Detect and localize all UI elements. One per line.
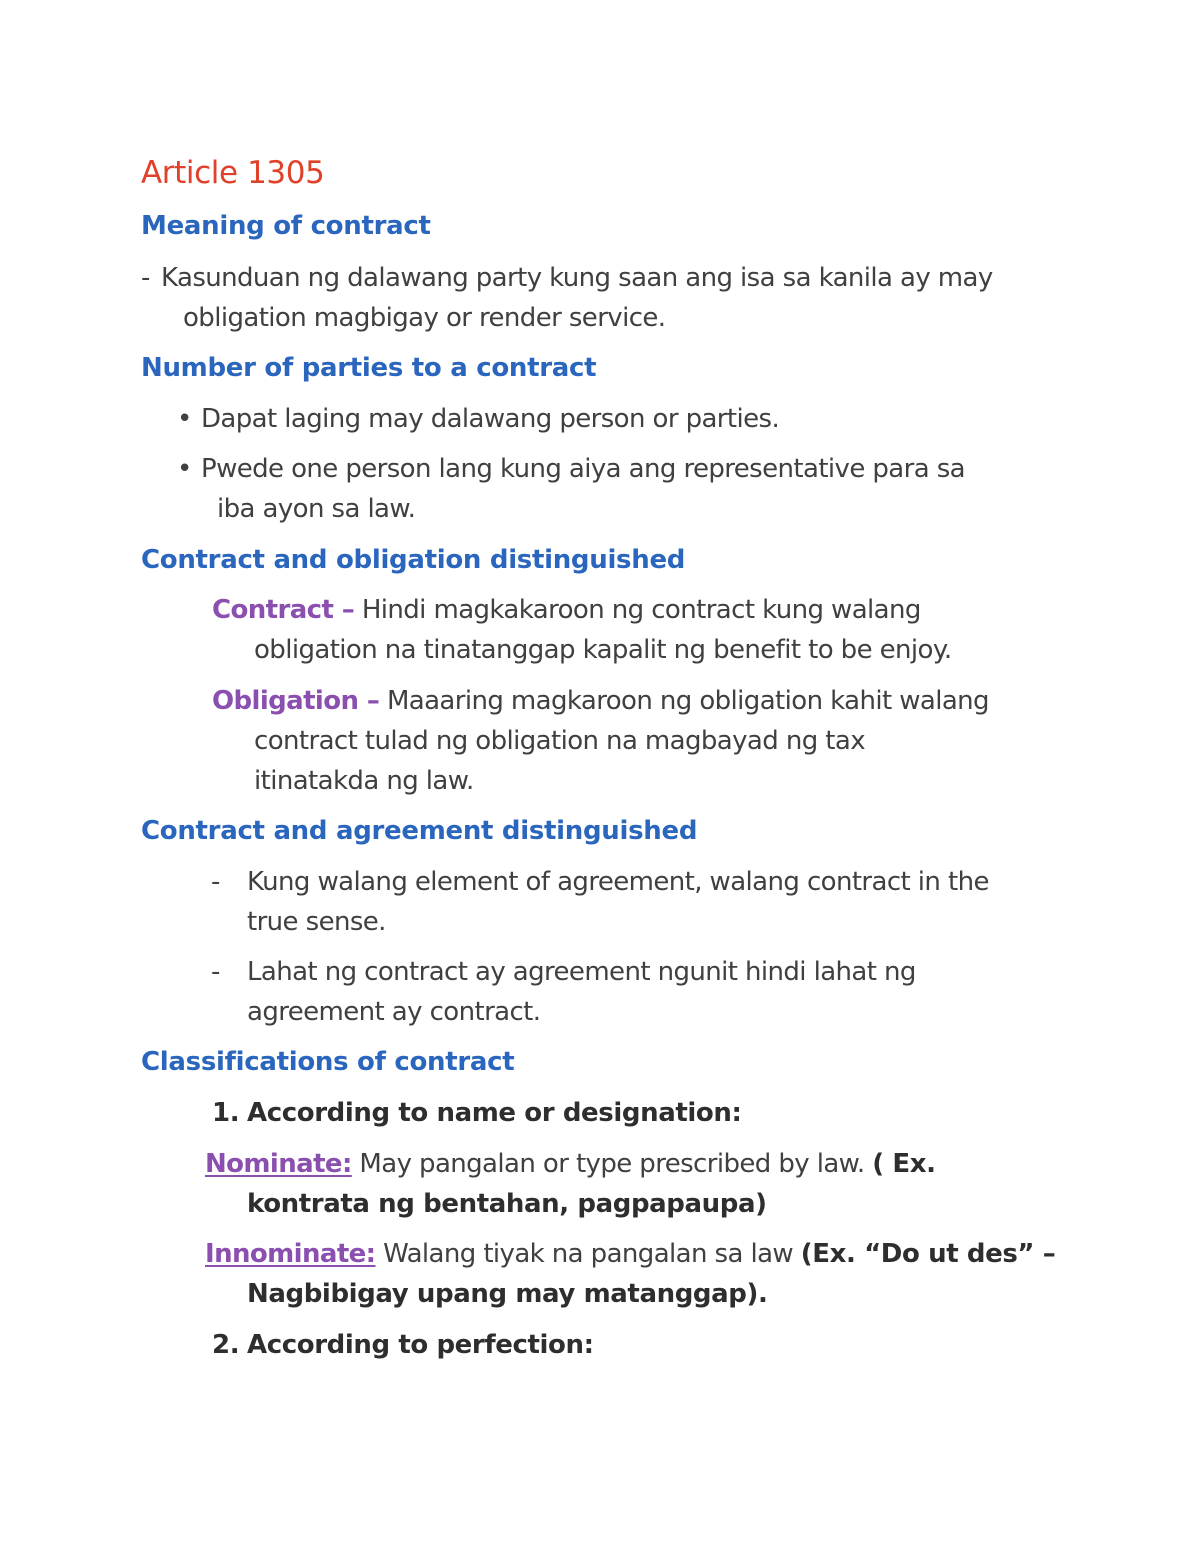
agreement-item-1-line-2: true sense.	[247, 907, 386, 937]
meaning-dash: -	[141, 263, 150, 293]
parties-item-2-line-1: Pwede one person lang kung aiya ang representative para sa	[201, 454, 965, 484]
innominate-term: Innominate:	[205, 1239, 376, 1269]
heading-classifications: Classifications of contract	[141, 1047, 515, 1077]
agreement-item-1-line-1: Kung walang element of agreement, walang contract in the	[247, 867, 989, 897]
classification-1-label: According to name or designation:	[247, 1098, 742, 1128]
heading-number-of-parties: Number of parties to a contract	[141, 353, 597, 383]
nominate-term: Nominate:	[205, 1149, 352, 1179]
meaning-text-line-1: Kasunduan ng dalawang party kung saan ang isa sa kanila ay may	[161, 263, 993, 293]
bullet-1: •	[177, 404, 192, 434]
agreement-dash-1: -	[211, 867, 220, 897]
innominate-line-1	[205, 1237, 1055, 1271]
classification-1-number: 1.	[212, 1098, 240, 1128]
innominate-text: Walang tiyak na pangalan sa law	[383, 1239, 794, 1269]
obligation-definition-text: Maaaring magkaroon ng obligation kahit walang	[386, 686, 989, 716]
agreement-dash-2: -	[211, 957, 220, 987]
agreement-item-2-line-1: Lahat ng contract ay agreement ngunit hindi lahat ng	[247, 957, 916, 987]
bullet-2: •	[177, 454, 192, 484]
contract-definition-line-2: obligation na tinatanggap kapalit ng benefit to be enjoy.	[254, 635, 952, 665]
nominate-line-1	[205, 1147, 936, 1181]
obligation-definition-line-3: itinatakda ng law.	[254, 766, 474, 796]
obligation-definition-line-2: contract tulad ng obligation na magbayad ng tax	[254, 726, 865, 756]
heading-contract-obligation: Contract and obligation distinguished	[141, 545, 686, 575]
innominate-line-2: Nagbibigay upang may matanggap).	[247, 1279, 768, 1309]
innominate-example-start: (Ex. “Do ut des” –	[800, 1239, 1056, 1269]
classification-2-number: 2.	[212, 1330, 240, 1360]
obligation-term: Obligation –	[212, 686, 380, 716]
contract-term: Contract –	[212, 595, 355, 625]
parties-item-1: Dapat laging may dalawang person or parties.	[201, 404, 780, 434]
nominate-line-2: kontrata ng bentahan, pagpapaupa)	[247, 1189, 767, 1219]
nominate-example-start: ( Ex.	[872, 1149, 936, 1179]
contract-definition-text: Hindi magkakaroon ng contract kung walang	[361, 595, 921, 625]
article-title: Article 1305	[141, 155, 325, 191]
obligation-definition-line-1	[212, 684, 989, 718]
nominate-text: May pangalan or type prescribed by law.	[359, 1149, 865, 1179]
parties-item-2-line-2: iba ayon sa law.	[217, 494, 416, 524]
meaning-text-line-2: obligation magbigay or render service.	[183, 303, 666, 333]
classification-2-label: According to perfection:	[247, 1330, 594, 1360]
heading-contract-agreement: Contract and agreement distinguished	[141, 816, 698, 846]
contract-definition-line-1	[212, 593, 921, 627]
agreement-item-2-line-2: agreement ay contract.	[247, 997, 541, 1027]
heading-meaning-of-contract: Meaning of contract	[141, 211, 431, 241]
